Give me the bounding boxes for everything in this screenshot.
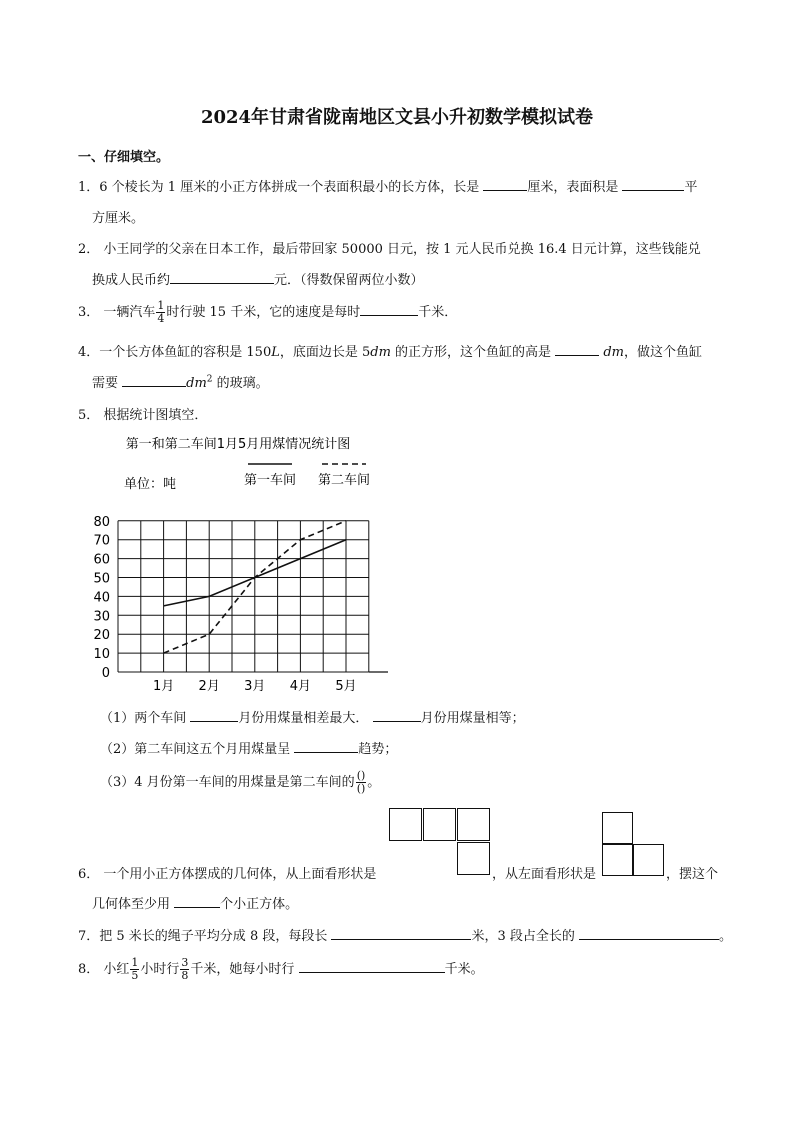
q4-text-f: 需要 — [92, 376, 123, 391]
q3-text-c: 千米． — [418, 305, 458, 320]
q4-blank-height[interactable] — [555, 343, 599, 356]
y-tick-label: 80 — [93, 514, 110, 530]
q1-blank-area[interactable] — [622, 178, 684, 191]
q8-f2-den: 8 — [181, 969, 189, 982]
q8-fraction-2 — [180, 957, 189, 982]
question-6-line2 — [92, 893, 298, 912]
q8-f1-den: 5 — [131, 969, 139, 982]
q1-text-c: 平 — [684, 180, 698, 195]
q8-blank-speed[interactable] — [299, 960, 445, 973]
q6-text-c: ，摆这个 — [666, 867, 719, 882]
q4-text-a: 4．一个长方体鱼缸的容积是 150 — [78, 345, 272, 360]
question-2-line1: 2． 小王同学的父亲在日本工作，最后带回家 50000 日元，按 1 元人民币兑换 16.4 日元计算，这些钱能兑 — [78, 242, 701, 257]
y-tick-label: 60 — [93, 552, 110, 568]
question-4-line2 — [92, 372, 269, 391]
top-view-cell — [457, 842, 490, 875]
q6-blank-count[interactable] — [174, 895, 220, 908]
q4-text-h: 的玻璃。 — [212, 376, 269, 391]
q3-fraction — [156, 300, 165, 325]
q5-sub1 — [100, 707, 525, 726]
y-tick-label: 70 — [93, 533, 110, 549]
q3-blank-speed[interactable] — [360, 303, 418, 316]
q6-text-a: 6． 一个用小正方体摆成的几何体，从上面看形状是 — [78, 867, 377, 882]
question-6-line1 — [78, 863, 376, 882]
q7-blank-length[interactable] — [331, 927, 471, 940]
question-8 — [78, 957, 484, 982]
q5-sub3-den: () — [356, 782, 366, 795]
q1-blank-length[interactable] — [483, 178, 527, 191]
q5-sub3-a: （3）4 月份第一车间的用煤量是第二车间的 — [100, 775, 355, 790]
q4-unit-dm: dm — [370, 345, 391, 360]
q4-text-c: 的正方形，这个鱼缸的高是 — [390, 345, 556, 360]
q8-f1-num: 1 — [131, 956, 139, 969]
left-view-shape — [602, 812, 664, 876]
left-view-cell — [602, 844, 633, 876]
top-view-cell — [389, 808, 422, 841]
x-tick-label: 5月 — [335, 679, 357, 694]
q6-text-d: 几何体至少用 — [92, 897, 175, 912]
question-2-line2 — [92, 269, 424, 288]
legend-label: 第二车间 — [317, 473, 371, 488]
q3-frac-den: 4 — [157, 312, 165, 325]
q7-text-a: 7．把 5 米长的绳子平均分成 8 段，每段长 — [78, 929, 332, 944]
q3-text-a: 3． 一辆汽车 — [78, 305, 156, 320]
top-view-cell — [423, 808, 456, 841]
question-4-line1 — [78, 341, 702, 360]
y-tick-label: 50 — [93, 571, 110, 587]
q6-text-e: 个小正方体。 — [220, 897, 299, 912]
y-tick-label: 20 — [93, 628, 110, 644]
page-title: 2024年甘肃省陇南地区文县小升初数学模拟试卷 — [200, 107, 594, 128]
x-tick-label: 2月 — [198, 679, 220, 694]
q4-unit-dm-2: dm — [603, 345, 624, 360]
q5-sub2 — [100, 738, 397, 757]
q6-text-b: ，从左面看形状是 — [492, 867, 597, 882]
q3-text-b: 时行驶 15 千米，它的速度是每时 — [166, 305, 361, 320]
question-5: 5． 根据统计图填空． — [78, 408, 208, 423]
q8-fraction-1 — [130, 957, 139, 982]
section-heading: 一、仔细填空。 — [78, 150, 170, 165]
left-view-cell — [633, 844, 664, 876]
q3-frac-num: 1 — [157, 299, 165, 312]
q4-sup: 2 — [206, 374, 213, 385]
chart-unit-label: 单位：吨 — [124, 477, 177, 492]
q8-f2-num: 3 — [181, 956, 189, 969]
left-view-cell — [602, 812, 633, 844]
q1-text-d: 方厘米。 — [92, 211, 145, 226]
q5-sub3-num: () — [356, 769, 366, 782]
legend-label: 第一车间 — [243, 473, 297, 488]
q4-text-e: ，做这个鱼缸 — [623, 345, 702, 360]
question-1-line1 — [78, 176, 698, 195]
x-tick-label: 3月 — [244, 679, 266, 694]
q5-sub2-b: 趋势； — [358, 742, 398, 757]
q5-sub1-b: 月份用煤量相差最大． — [238, 711, 369, 726]
y-tick-label: 30 — [93, 609, 110, 625]
top-view-cell — [457, 808, 490, 841]
q5-sub3-b: 。 — [367, 775, 381, 790]
q5-blank-max-month[interactable] — [190, 709, 238, 722]
q2-blank-rmb[interactable] — [170, 271, 274, 284]
coal-usage-chart — [88, 428, 388, 696]
question-3 — [78, 300, 457, 325]
q5-blank-trend[interactable] — [294, 740, 358, 753]
q8-text-b: 小时行 — [140, 962, 180, 977]
q8-text-d: 千米。 — [444, 962, 484, 977]
q4-text-b: ，底面边长是 5 — [279, 345, 371, 360]
y-tick-label: 10 — [93, 647, 110, 663]
chart-title: 第一和第二车间1月5月用煤情况统计图 — [125, 437, 351, 452]
q4-blank-glass[interactable] — [122, 374, 186, 387]
q5-sub1-c: 月份用煤量相等； — [420, 711, 525, 726]
question-7 — [78, 925, 732, 944]
q2-text-c: 元．（得数保留两位小数） — [274, 273, 424, 288]
q4-unit-l: L — [271, 345, 280, 360]
q1-text-b: 厘米，表面积是 — [527, 180, 623, 195]
q2-text-b: 换成人民币约 — [92, 273, 171, 288]
q5-blank-equal-month[interactable] — [373, 709, 421, 722]
q5-sub3 — [100, 770, 380, 795]
x-tick-label: 4月 — [289, 679, 312, 694]
y-tick-label: 40 — [93, 590, 110, 606]
y-tick-label: 0 — [101, 666, 110, 681]
top-view-shape — [389, 808, 491, 876]
q5-sub1-a: （1）两个车间 — [100, 711, 191, 726]
q7-blank-fraction[interactable] — [579, 927, 719, 940]
q4-unit-dm-3: dm — [186, 376, 207, 391]
q8-text-a: 8． 小红 — [78, 962, 130, 977]
q7-text-c: 。 — [719, 929, 733, 944]
q5-sub2-a: （2）第二车间这五个月用煤量呈 — [100, 742, 295, 757]
q7-text-b: 米，3 段占全长的 — [471, 929, 580, 944]
q5-sub3-fraction[interactable] — [356, 770, 367, 795]
q8-text-c: 千米，她每小时行 — [190, 962, 299, 977]
x-tick-label: 1月 — [152, 679, 175, 694]
q1-text-a: 1．6 个棱长为 1 厘米的小正方体拼成一个表面积最小的长方体，长是 — [78, 180, 484, 195]
